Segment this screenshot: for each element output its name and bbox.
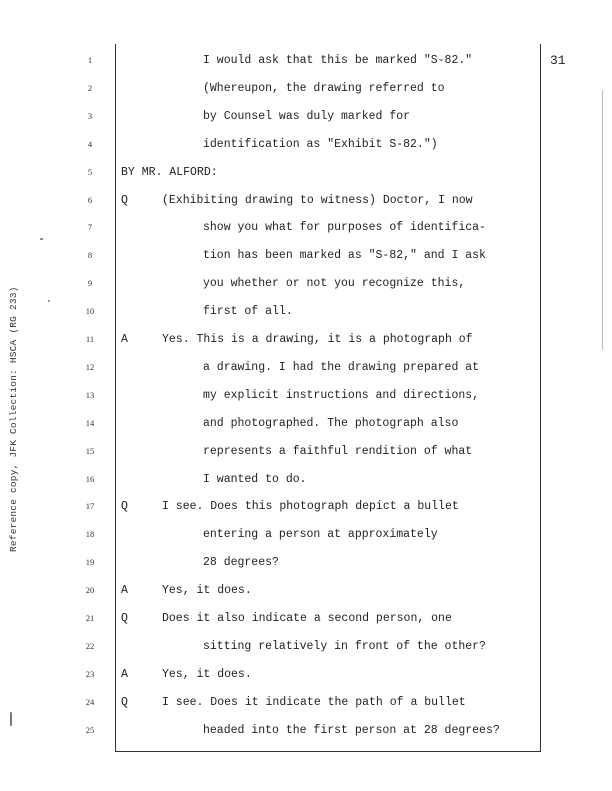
line-number: 18: [85, 529, 95, 540]
line-number: 5: [87, 166, 93, 177]
scan-speck: [48, 300, 50, 302]
transcript-line: [0, 164, 560, 184]
speaker-label: A: [121, 333, 128, 346]
transcript-line: [0, 387, 560, 407]
line-text: Does it also indicate a second person, one: [162, 612, 452, 625]
line-text: I would ask that this be marked "S-82.": [203, 54, 473, 67]
line-text: headed into the first person at 28 degrees?: [203, 723, 500, 737]
line-number: 1: [87, 55, 93, 65]
line-number: 10: [85, 306, 95, 317]
transcript-line: [0, 275, 560, 295]
line-text: I wanted to do.: [203, 472, 307, 486]
speaker-label: A: [121, 584, 128, 598]
transcript-line: [0, 694, 560, 714]
line-number: 24: [85, 696, 95, 707]
line-text: I see. Does it indicate the path of a bullet: [162, 695, 466, 709]
line-text: and photographed. The photograph also: [203, 416, 459, 430]
transcript-line: [0, 359, 560, 379]
reference-copy-stamp: Reference copy, JFK Collection: HSCA (RG 233): [8, 286, 19, 552]
line-text: entering a person at approximately: [203, 528, 438, 542]
line-number: 17: [85, 501, 95, 512]
transcript-line: [0, 247, 560, 267]
scan-speck: [40, 238, 43, 240]
line-number: 12: [85, 361, 95, 372]
speaker-label: Q: [121, 612, 128, 625]
line-text: (Whereupon, the drawing referred to: [203, 81, 445, 95]
transcript-line: [0, 582, 560, 602]
speaker-label: Q: [121, 500, 128, 514]
line-text: show you what for purposes of identifica-: [203, 221, 486, 235]
line-number: 20: [85, 585, 95, 596]
line-number: 19: [85, 557, 95, 568]
line-text: you whether or not you recognize this,: [203, 277, 466, 291]
transcript-line: [0, 443, 560, 463]
transcript-line: [0, 219, 560, 239]
line-number: 15: [85, 445, 95, 456]
line-text: represents a faithful rendition of what: [203, 444, 473, 458]
line-text: identification as "Exhibit S-82."): [203, 137, 438, 151]
scan-speck: [10, 712, 12, 726]
line-text: my explicit instructions and directions,: [203, 388, 480, 402]
line-number: 13: [85, 389, 95, 400]
line-text: sitting relatively in front of the other?: [203, 639, 486, 653]
speaker-label: Q: [121, 695, 128, 709]
line-text: by Counsel was duly marked for: [203, 109, 411, 123]
speaker-label: A: [121, 667, 128, 681]
transcript-line: [0, 722, 560, 742]
line-text: (Exhibiting drawing to witness) Doctor, I now: [162, 193, 473, 207]
transcript-line: [0, 52, 560, 72]
line-number: 9: [87, 278, 93, 289]
line-text: Yes, it does.: [162, 667, 252, 681]
line-number: 22: [85, 640, 95, 651]
transcript-line: [0, 638, 560, 658]
page-number: 31: [550, 53, 566, 68]
transcript-line: [0, 415, 560, 435]
line-text: I see. Does this photograph depict a bullet: [162, 500, 459, 514]
line-text: a drawing. I had the drawing prepared at: [203, 360, 480, 374]
transcript-line: [0, 610, 560, 630]
line-number: 14: [85, 417, 95, 428]
transcript-line: [0, 666, 560, 686]
transcript-line: [0, 498, 560, 518]
line-number: 21: [85, 613, 95, 623]
transcript-line: [0, 192, 560, 212]
bottom-rule: [115, 751, 541, 752]
line-text: tion has been marked as "S-82," and I ask: [203, 249, 486, 263]
line-number: 3: [87, 110, 93, 121]
transcript-line: [0, 136, 560, 156]
line-number: 2: [87, 82, 93, 93]
line-number: 23: [85, 668, 95, 679]
transcript-line: [0, 471, 560, 491]
transcript-line: [0, 303, 560, 323]
line-text: 28 degrees?: [203, 556, 279, 570]
line-number: 25: [85, 724, 95, 735]
transcript-line: [0, 108, 560, 128]
transcript-line: [0, 554, 560, 574]
line-number: 11: [85, 334, 95, 344]
line-text: BY MR. ALFORD:: [121, 165, 218, 179]
scan-edge: [602, 90, 603, 350]
transcript-line: [0, 80, 560, 100]
transcript-line: [0, 331, 560, 351]
line-number: 16: [85, 473, 95, 484]
line-text: Yes. This is a drawing, it is a photograph of: [162, 333, 473, 346]
transcript-line: [0, 526, 560, 546]
line-number: 4: [87, 138, 93, 149]
line-number: 6: [87, 194, 93, 205]
line-number: 8: [87, 250, 93, 261]
line-text: Yes, it does.: [162, 584, 252, 598]
speaker-label: Q: [121, 193, 128, 207]
line-number: 7: [87, 222, 93, 233]
line-text: first of all.: [203, 305, 293, 319]
